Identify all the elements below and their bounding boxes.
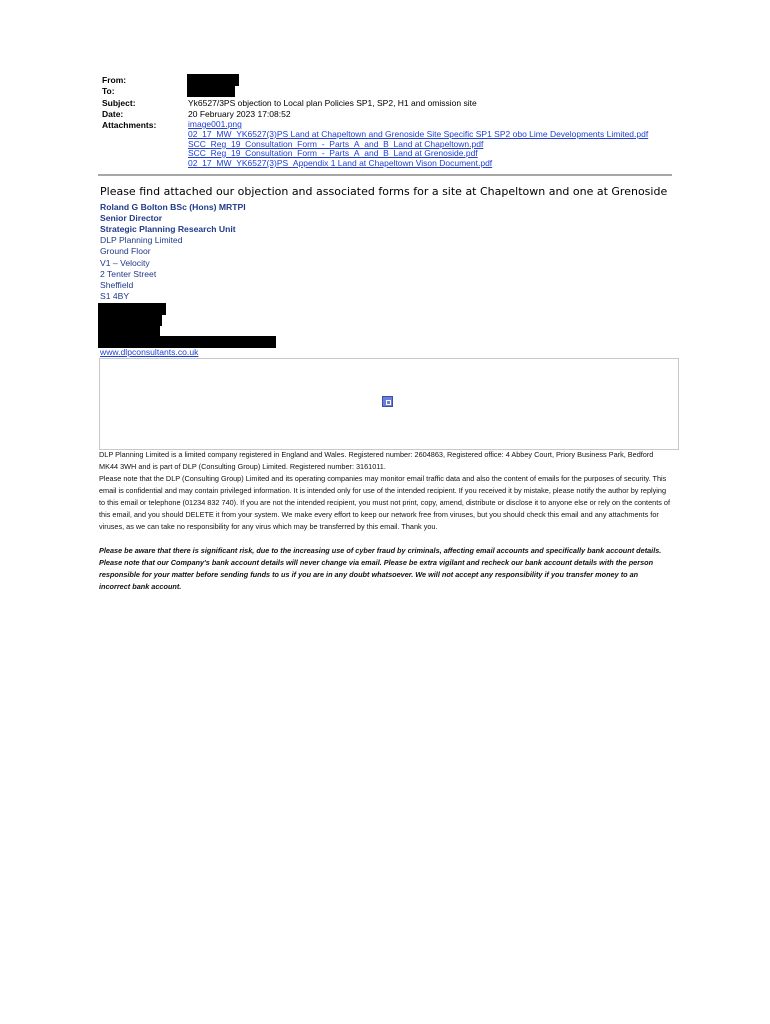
company-registration-text: DLP Planning Limited is a limited company registered in England and Wales. Registered number: 2604863, Registered office: 4 Abbey Court, Priory Business Park, Bedford MK44 3WH and is part of DLP (Consulting Group) Limited. Registered number: 3161011. [99, 450, 654, 471]
header-separator [98, 174, 672, 176]
confidentiality-text: Please note that the DLP (Consulting Group) Limited and its operating companies may monitor email traffic data and also the content of emails for the purposes of security. This email is confidential and may contain privileged information. It is intended only for use of the intended recipient. If you received it by mistake, please notify the author by replying to this email or telephone (01234 832 740). If you are not the intended recipient, you must not print, copy, amend, distribute or disclose it to anyone else or rely on the contents of this email, and you should DELETE it from your system. We make every effort to keep our network free from viruses, but you should check this email and any attachments for viruses, as we can take no responsibility for any virus which may be transferred by this email. Thank you. [99, 474, 670, 531]
attachment-link[interactable]: SCC_Reg_19_Consultation_Form_-_Parts_A_and_B_Land at Chapeltown.pdf [188, 139, 484, 149]
broken-image-icon [382, 396, 393, 407]
attachment-link[interactable]: SCC_Reg_19_Consultation_Form_-_Parts_A_and_B_Land at Grenoside.pdf [188, 148, 478, 158]
signature-city: Sheffield [100, 280, 134, 290]
signature-company: DLP Planning Limited [100, 235, 183, 245]
attachment-link[interactable]: image001.png [188, 119, 242, 129]
signature-title: Senior Director [100, 213, 163, 223]
signature-floor: Ground Floor [100, 246, 151, 256]
attachments-label: Attachments: [102, 120, 157, 130]
signature-name: Roland G Bolton BSc (Hons) MRTPI [100, 202, 246, 212]
signature-building: V1 – Velocity [100, 258, 150, 268]
attachment-link[interactable]: 02_17_MW_YK6527(3)PS_Appendix 1 Land at Chapeltown Vison Document.pdf [188, 158, 493, 168]
attachment-link[interactable]: 02_17_MW_YK6527(3)PS Land at Chapeltown and Grenoside Site Specific SP1 SP2 obo Lime Developments Limited.pdf [188, 129, 649, 139]
date-label: Date: [102, 109, 124, 119]
subject-value: Yk6527/3PS objection to Local plan Policies SP1, SP2, H1 and omission site [188, 98, 477, 108]
from-label: From: [102, 75, 127, 85]
website-link[interactable]: www.dlpconsultants.co.uk [100, 347, 199, 357]
subject-label: Subject: [102, 98, 136, 108]
date-value: 20 February 2023 17:08:52 [188, 109, 291, 119]
intro-text: Please find attached our objection and associated forms for a site at Chapeltown and one at Grenoside [100, 185, 668, 198]
redacted-to [187, 85, 235, 97]
signature-unit: Strategic Planning Research Unit [100, 224, 236, 234]
signature-postcode: S1 4BY [100, 291, 130, 301]
to-label: To: [102, 86, 115, 96]
signature-street: 2 Tenter Street [100, 269, 157, 279]
fraud-warning-text: Please be aware that there is significant risk, due to the increasing use of cyber fraud by criminals, affecting email accounts and specifically bank account details. Please note that our Company's bank account details will never change via email. Please be extra vigilant and recheck our bank account details with the person responsible for your matter before sending funds to us if you are in any doubt whatsoever. We will not accept any responsibility if you transfer money to an incorrect bank account. [99, 546, 662, 591]
